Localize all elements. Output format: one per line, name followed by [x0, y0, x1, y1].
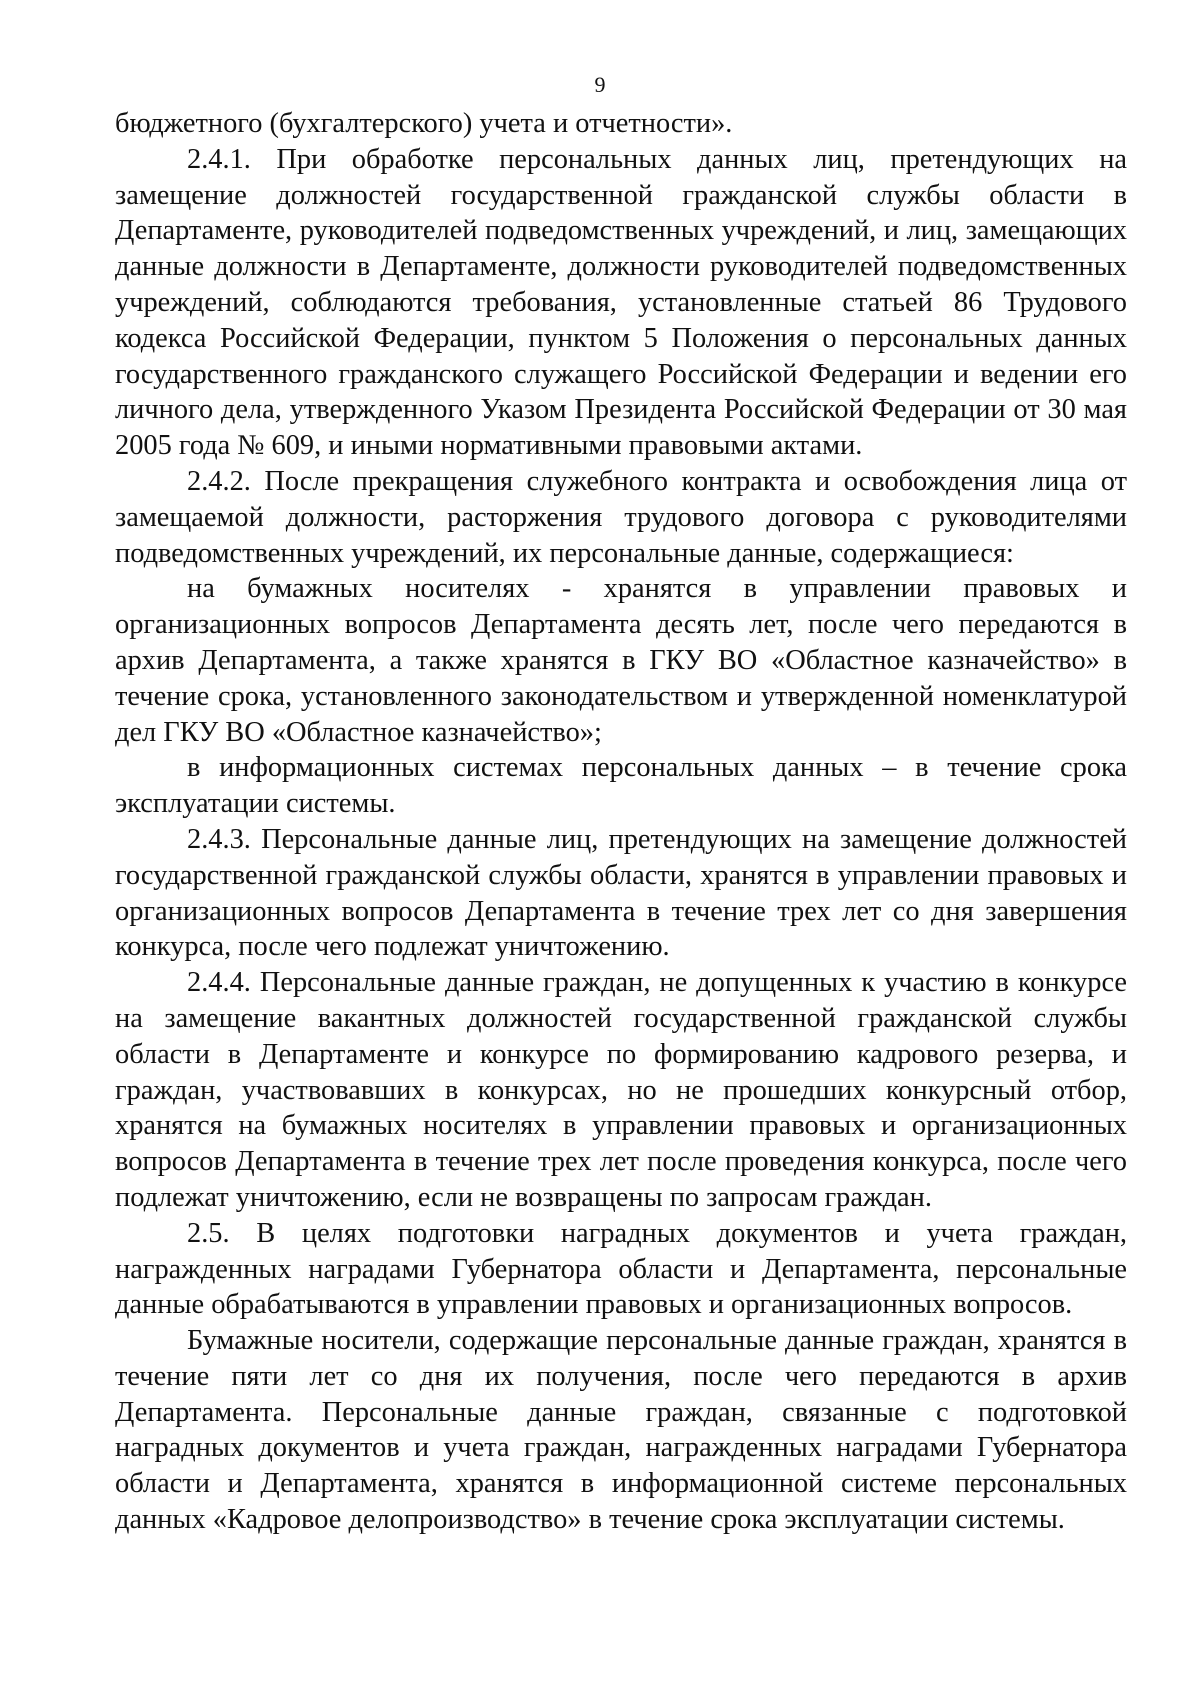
- paragraph-2-5: 2.5. В целях подготовки наградных документов и учета граждан, награжденных наградами Губернатора области и Департамента, персональные данные обрабатываются в управлении правовых и организационных вопросов.: [115, 1217, 1127, 1321]
- page-number: 9: [594, 72, 606, 97]
- document-body: [115, 106, 1127, 1538]
- paragraph-2-4-1: 2.4.1. При обработке персональных данных лиц, претендующих на замещение должностей государственной гражданской службы области в Департаменте, руководителей подведомственных учреждений, и лиц, замещающих данные должности в Департаменте, должности руководителей подведомственных учреждений, соблюдаются требования, установленные статьей 86 Трудового кодекса Российской Федерации, пунктом 5 Положения о персональных данных государственного гражданского служащего Российской Федерации и ведении его личного дела, утвержденного Указом Президента Российской Федерации от 30 мая 2005 года № 609, и иными нормативными правовыми актами.: [115, 143, 1127, 462]
- paragraph-2-4-4: 2.4.4. Персональные данные граждан, не допущенных к участию в конкурсе на замещение вакантных должностей государственной гражданской службы области в Департаменте и конкурсе по формированию кадрового резерва, и граждан, участвовавших в конкурсах, но не прошедших конкурсный отбор, хранятся на бумажных носителях в управлении правовых и организационных вопросов Департамента в течение трех лет после проведения конкурса, после чего подлежат уничтожению, если не возвращены по запросам граждан.: [115, 967, 1127, 1213]
- paragraph-paper-carriers: Бумажные носители, содержащие персональные данные граждан, хранятся в течение пяти лет со дня их получения, после чего передаются в архив Департамента. Персональные данные граждан, связанные с подготовкой наградных документов и учета граждан, награжденных наградами Губернатора области и Департамента, хранятся в информационной системе персональных данных «Кадровое делопроизводство» в течение срока эксплуатации системы.: [115, 1325, 1127, 1536]
- paragraph-paper-storage: на бумажных носителях - хранятся в управлении правовых и организационных вопросов Департамента десять лет, после чего передаются в архив Департамента, а также хранятся в ГКУ ВО «Областное казначейство» в течение срока, установленного законодательством и утвержденной номенклатурой дел ГКУ ВО «Областное казначейство»;: [115, 573, 1127, 748]
- paragraph-info-systems: в информационных системах персональных данных – в течение срока эксплуатации системы.: [115, 752, 1127, 820]
- paragraph-continuation: бюджетного (бухгалтерского) учета и отчетности».: [115, 108, 733, 139]
- paragraph-2-4-2: 2.4.2. После прекращения служебного контракта и освобождения лица от замещаемой должности, расторжения трудового договора с руководителями подведомственных учреждений, их персональные данные, содержащиеся:: [115, 465, 1127, 569]
- paragraph-2-4-3: 2.4.3. Персональные данные лиц, претендующих на замещение должностей государственной гражданской службы области, хранятся в управлении правовых и организационных вопросов Департамента в течение трех лет со дня завершения конкурса, после чего подлежат уничтожению.: [115, 823, 1127, 963]
